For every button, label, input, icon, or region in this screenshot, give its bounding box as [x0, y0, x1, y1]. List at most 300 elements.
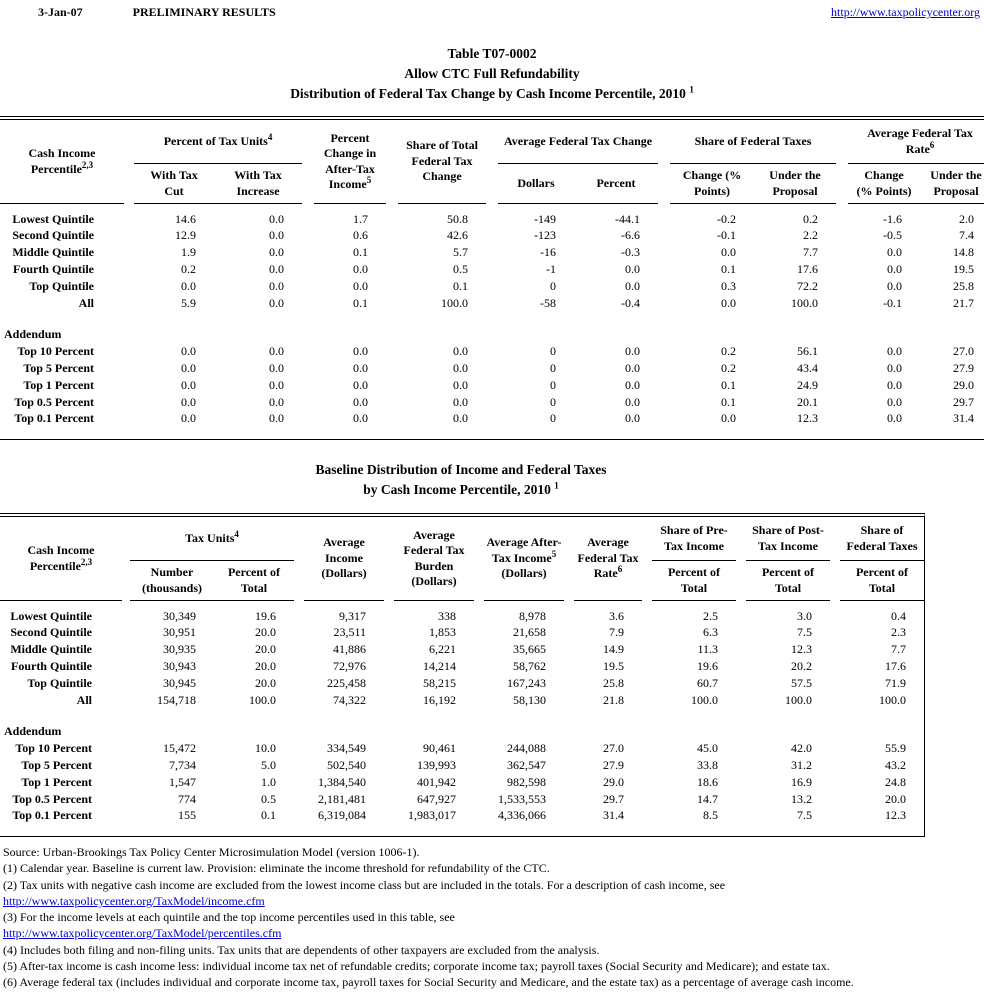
column-gap [642, 740, 652, 757]
percentiles-definition-link[interactable]: http://www.taxpolicycenter.org/TaxModel/percentiles.cfm [3, 926, 282, 941]
column-gap [386, 120, 398, 204]
column-gap [836, 343, 848, 360]
column-gap [486, 204, 498, 227]
col-header-average-federal-tax-change: Average Federal Tax Change [498, 120, 658, 164]
row-label: Fourth Quintile [12, 262, 94, 276]
column-gap [642, 658, 652, 675]
column-gap [642, 808, 652, 836]
cell-value: 58,762 [513, 659, 546, 673]
cell-value: 0.1 [453, 279, 469, 293]
page-top-bar [0, 0, 984, 20]
column-gap [564, 808, 574, 836]
cell-value: 2.5 [703, 609, 718, 623]
column-gap [736, 641, 746, 658]
cell-value: 56.1 [797, 344, 819, 358]
column-gap [736, 791, 746, 808]
spacer [0, 709, 924, 722]
cell-value: 20.0 [885, 792, 906, 806]
column-gap [836, 120, 848, 204]
tax-change-addendum-body [0, 343, 984, 439]
col-header-share-total-federal-tax-change: Share of Total Federal Tax Change [398, 120, 486, 204]
cell-value: 55.9 [885, 741, 906, 755]
cell-value: 0.1 [721, 378, 737, 392]
preliminary-results-label: PRELIMINARY RESULTS [132, 5, 276, 19]
column-gap [294, 740, 304, 757]
cell-value: 0.5 [261, 792, 276, 806]
column-gap [736, 757, 746, 774]
column-gap [564, 757, 574, 774]
column-gap [836, 377, 848, 394]
row-label: Top 1 Percent [23, 378, 94, 392]
column-gap [384, 624, 394, 641]
row-label: Top 0.5 Percent [12, 792, 92, 806]
column-gap [736, 808, 746, 836]
column-gap [124, 227, 134, 244]
column-gap [564, 675, 574, 692]
row-label: Top 1 Percent [21, 775, 92, 789]
col-header-average-federal-tax-rate: Average Federal Tax Rate$^6$ [574, 517, 642, 601]
cell-value: 0.0 [353, 279, 369, 293]
cell-value: 774 [178, 792, 196, 806]
col-header-number-thousands: Number (thousands) [130, 561, 214, 601]
column-gap [294, 757, 304, 774]
column-gap [836, 278, 848, 295]
column-gap [122, 808, 130, 836]
cell-value: 0.0 [353, 411, 369, 425]
cell-value: 0.0 [887, 344, 903, 358]
footnote-line [3, 893, 984, 909]
cell-value: 139,993 [417, 758, 456, 772]
table-row [0, 808, 924, 836]
column-gap [384, 757, 394, 774]
row-label: Middle Quintile [10, 642, 92, 656]
cell-value: 3.0 [797, 609, 812, 623]
column-gap [736, 675, 746, 692]
column-gap [294, 517, 304, 601]
cell-value: 0.0 [625, 344, 641, 358]
cell-value: 0.0 [887, 262, 903, 276]
addendum-divider [0, 312, 984, 343]
column-gap [486, 120, 498, 204]
cell-value: -0.1 [717, 228, 737, 242]
column-gap [384, 791, 394, 808]
cell-value: 0.0 [269, 279, 285, 293]
cell-value: 2.2 [803, 228, 819, 242]
baseline-table-header [0, 517, 924, 601]
cell-value: 0.0 [453, 361, 469, 375]
cell-value: 1.9 [181, 245, 196, 259]
tax-change-table-header [0, 120, 984, 204]
cell-value: 27.9 [953, 361, 975, 375]
cell-value: 647,927 [417, 792, 456, 806]
cell-value: -16 [540, 245, 557, 259]
column-gap [658, 360, 670, 377]
column-gap [384, 601, 394, 624]
cell-value: 5.9 [181, 296, 196, 310]
column-gap [658, 261, 670, 278]
cell-value: 0 [550, 378, 557, 392]
cell-value: 1,533,553 [498, 792, 546, 806]
cell-value: 41,886 [333, 642, 366, 656]
baseline-table-body [0, 601, 924, 709]
col-header-share-post-tax-income: Share of Post-Tax Income [746, 517, 830, 561]
cell-value: 31.4 [603, 808, 624, 822]
column-gap [302, 377, 314, 394]
header-group-row [0, 120, 984, 164]
column-gap [386, 227, 398, 244]
column-gap [564, 791, 574, 808]
column-gap [486, 261, 498, 278]
cell-value: 29.7 [953, 395, 975, 409]
cell-value: 401,942 [417, 775, 456, 789]
column-gap [486, 377, 498, 394]
cell-value: -149 [534, 212, 557, 226]
cell-value: 7.7 [891, 642, 906, 656]
column-gap [736, 658, 746, 675]
cell-value: 14.6 [175, 212, 196, 226]
cell-value: 0.0 [721, 411, 737, 425]
table-row [0, 740, 924, 757]
column-gap [486, 278, 498, 295]
column-gap [474, 740, 484, 757]
cell-value: 12.9 [175, 228, 196, 242]
column-gap [294, 624, 304, 641]
cell-value: 0.0 [887, 411, 903, 425]
cell-value: 0.1 [721, 395, 737, 409]
tax-change-table [0, 116, 984, 440]
cell-value: 25.8 [953, 279, 975, 293]
cell-value: 58,130 [513, 693, 546, 707]
cell-value: 0.0 [353, 262, 369, 276]
column-gap [658, 411, 670, 439]
cell-value: 57.5 [791, 676, 812, 690]
column-gap [386, 204, 398, 227]
footnote-ref-1: 1 [554, 480, 559, 491]
column-gap [474, 757, 484, 774]
column-gap [294, 658, 304, 675]
cell-value: 90,461 [423, 741, 456, 755]
cell-value: 0.0 [887, 245, 903, 259]
cell-value: 15,472 [163, 741, 196, 755]
column-gap [124, 377, 134, 394]
cell-value: 19.6 [255, 609, 276, 623]
col-header-average-federal-tax-rate: Average Federal Tax Rate$^6$ [848, 120, 984, 164]
col-header-cash-income-percentile: Cash Income Percentile$^{2,3}$ [0, 517, 122, 601]
cell-value: 18.6 [697, 775, 718, 789]
row-label: Second Quintile [10, 625, 92, 639]
cell-value: 24.9 [797, 378, 819, 392]
cell-value: 338 [438, 609, 456, 623]
table-row [0, 343, 984, 360]
cell-value: 0.0 [625, 395, 641, 409]
column-gap [564, 774, 574, 791]
column-gap [642, 601, 652, 624]
column-gap [384, 658, 394, 675]
addendum-label-row [0, 722, 924, 740]
column-gap [642, 791, 652, 808]
cell-value: 21,658 [513, 625, 546, 639]
col-header-percent-of-total: Percent of Total [840, 561, 924, 601]
cell-value: 0.1 [353, 296, 369, 310]
cell-value: 100.0 [691, 693, 718, 707]
column-gap [642, 774, 652, 791]
cell-value: 0.2 [721, 361, 737, 375]
cell-value: 5.0 [261, 758, 276, 772]
column-gap [384, 517, 394, 601]
cell-value: 31.4 [953, 411, 975, 425]
cell-value: 6,221 [429, 642, 456, 656]
row-label: Lowest Quintile [12, 212, 94, 226]
cell-value: 50.8 [447, 212, 469, 226]
cell-value: 0.0 [353, 395, 369, 409]
cell-value: 0.0 [353, 378, 369, 392]
cell-value: -0.1 [883, 296, 903, 310]
column-gap [122, 641, 130, 658]
cell-value: 0.0 [269, 212, 285, 226]
column-gap [474, 601, 484, 624]
header-group-row [0, 517, 924, 561]
column-gap [384, 740, 394, 757]
column-gap [302, 360, 314, 377]
cell-value: 43.4 [797, 361, 819, 375]
cell-value: 0 [550, 395, 557, 409]
column-gap [486, 411, 498, 439]
table-row [0, 411, 984, 439]
cell-value: 0.0 [721, 296, 737, 310]
baseline-section [0, 460, 922, 837]
column-gap [302, 278, 314, 295]
column-gap [384, 641, 394, 658]
column-gap [736, 624, 746, 641]
cell-value: 19.5 [953, 262, 975, 276]
cell-value: -0.5 [883, 228, 903, 242]
column-gap [474, 808, 484, 836]
column-gap [122, 740, 130, 757]
cell-value: 21.7 [953, 296, 975, 310]
col-header-average-after-tax-income: Average After-Tax Income$^5$ (Dollars) [484, 517, 564, 601]
column-gap [474, 517, 484, 601]
column-gap [384, 808, 394, 836]
column-gap [122, 658, 130, 675]
table-row [0, 261, 984, 278]
column-gap [658, 227, 670, 244]
spacer [0, 312, 984, 325]
source-line: Source: Urban-Brookings Tax Policy Center Microsimulation Model (version 1006-1). [3, 845, 420, 859]
cell-value: 27.0 [953, 344, 975, 358]
cell-value: 14.8 [953, 245, 975, 259]
table-row [0, 204, 984, 227]
column-gap [294, 791, 304, 808]
column-gap [122, 692, 130, 709]
income-definition-link[interactable]: http://www.taxpolicycenter.org/TaxModel/income.cfm [3, 893, 265, 908]
col-header-share-of-federal-taxes: Share of Federal Taxes [670, 120, 836, 164]
row-label: Middle Quintile [12, 245, 94, 259]
cell-value: 6,319,084 [318, 808, 366, 822]
cell-value: 31.2 [791, 758, 812, 772]
cell-value: 12.3 [797, 411, 819, 425]
column-gap [836, 227, 848, 244]
column-gap [122, 774, 130, 791]
table-subtitle: Distribution of Federal Tax Change by Cash Income Percentile, 2010 $^1$ [290, 84, 694, 101]
row-label: Top 10 Percent [15, 741, 92, 755]
tax-change-table-body [0, 204, 984, 312]
col-header-average-income: Average Income (Dollars) [304, 517, 384, 601]
cell-value: 20.2 [791, 659, 812, 673]
column-gap [830, 675, 840, 692]
cell-value: 0.0 [453, 395, 469, 409]
column-gap [830, 808, 840, 836]
row-label: All [76, 693, 92, 707]
table-title: Allow CTC Full Refundability [404, 66, 580, 81]
cell-value: 0.0 [625, 262, 641, 276]
column-gap [564, 601, 574, 624]
cell-value: 1,853 [429, 625, 456, 639]
table-row [0, 394, 984, 411]
column-gap [294, 774, 304, 791]
cell-value: 4,336,066 [498, 808, 546, 822]
cell-value: 1,384,540 [318, 775, 366, 789]
cell-value: 0.0 [887, 279, 903, 293]
cell-value: 0.0 [269, 245, 285, 259]
cell-value: 7.5 [797, 625, 812, 639]
column-gap [386, 343, 398, 360]
column-gap [564, 740, 574, 757]
col-header-dollars: Dollars [498, 164, 574, 204]
cell-value: 0.0 [453, 378, 469, 392]
cell-value: 0.4 [891, 609, 906, 623]
cell-value: 1,983,017 [408, 808, 456, 822]
col-header-percent-of-tax-units: Percent of Tax Units$^4$ [134, 120, 302, 164]
baseline-addendum-body [0, 740, 924, 836]
column-gap [736, 517, 746, 601]
cell-value: 42.0 [791, 741, 812, 755]
cell-value: 100.0 [249, 693, 276, 707]
cell-value: 0.0 [887, 395, 903, 409]
cell-value: 0.1 [261, 808, 276, 822]
cell-value: 0.0 [721, 245, 737, 259]
cell-value: 0.2 [803, 212, 819, 226]
footnotes [0, 844, 984, 991]
cell-value: 167,243 [507, 676, 546, 690]
cell-value: 0.2 [181, 262, 196, 276]
column-gap [386, 411, 398, 439]
column-gap [122, 624, 130, 641]
row-label: Top 5 Percent [21, 758, 92, 772]
column-gap [836, 360, 848, 377]
footnote-line: (5) After-tax income is cash income less: individual income tax net of refundable credits; corporate income tax; payroll taxes (Social Security and Medicare); and estate tax. [3, 959, 830, 974]
cell-value: 0.0 [181, 361, 196, 375]
cell-value: -1.6 [883, 212, 903, 226]
column-gap [564, 658, 574, 675]
cell-value: 0.1 [721, 262, 737, 276]
column-gap [836, 394, 848, 411]
column-gap [386, 394, 398, 411]
cell-value: 20.0 [255, 625, 276, 639]
cell-value: 0.0 [625, 378, 641, 392]
cell-value: 1.7 [353, 212, 369, 226]
cell-value: 0.0 [181, 411, 196, 425]
column-gap [830, 791, 840, 808]
cell-value: 12.3 [791, 642, 812, 656]
row-label: Lowest Quintile [10, 609, 92, 623]
column-gap [124, 261, 134, 278]
cell-value: 7,734 [169, 758, 196, 772]
cell-value: 0.0 [269, 228, 285, 242]
table2-title: Baseline Distribution of Income and Federal Taxes [315, 462, 607, 477]
column-gap [384, 692, 394, 709]
cell-value: 9,317 [339, 609, 366, 623]
row-label: Top Quintile [29, 279, 94, 293]
row-label: Top 0.5 Percent [14, 395, 94, 409]
column-gap [124, 360, 134, 377]
column-gap [830, 601, 840, 624]
report-date: 3-Jan-07 [38, 5, 83, 19]
spacer-row [0, 312, 984, 325]
cell-value: 14.7 [697, 792, 718, 806]
cell-value: 43.2 [885, 758, 906, 772]
column-gap [830, 517, 840, 601]
table-row [0, 641, 924, 658]
column-gap [658, 343, 670, 360]
cell-value: 502,540 [327, 758, 366, 772]
column-gap [836, 411, 848, 439]
cell-value: 100.0 [441, 296, 469, 310]
column-gap [642, 692, 652, 709]
cell-value: 6.3 [703, 625, 718, 639]
cell-value: 30,945 [163, 676, 196, 690]
cell-value: -58 [540, 296, 557, 310]
column-gap [486, 394, 498, 411]
col-header-percent-of-total: Percent of Total [746, 561, 830, 601]
cell-value: 20.0 [255, 676, 276, 690]
cell-value: -0.2 [717, 212, 737, 226]
column-gap [486, 343, 498, 360]
cell-value: 0.0 [887, 361, 903, 375]
cell-value: 8,978 [519, 609, 546, 623]
column-gap [384, 774, 394, 791]
column-gap [302, 295, 314, 312]
cell-value: 19.6 [697, 659, 718, 673]
column-gap [302, 227, 314, 244]
column-gap [658, 278, 670, 295]
column-gap [642, 757, 652, 774]
column-gap [564, 624, 574, 641]
cell-value: 7.5 [797, 808, 812, 822]
column-gap [830, 641, 840, 658]
column-gap [474, 624, 484, 641]
cell-value: 24.8 [885, 775, 906, 789]
cell-value: 225,458 [327, 676, 366, 690]
col-header-change-points: Change (% Points) [848, 164, 920, 204]
column-gap [486, 244, 498, 261]
column-gap [302, 394, 314, 411]
column-gap [302, 411, 314, 439]
cell-value: 16.9 [791, 775, 812, 789]
column-gap [474, 791, 484, 808]
column-gap [122, 757, 130, 774]
column-gap [294, 692, 304, 709]
column-gap [658, 377, 670, 394]
column-gap [294, 675, 304, 692]
cell-value: 334,549 [327, 741, 366, 755]
column-gap [302, 261, 314, 278]
tpc-website-link[interactable]: http://www.taxpolicycenter.org [831, 5, 980, 19]
column-gap [302, 343, 314, 360]
column-gap [830, 624, 840, 641]
column-gap [836, 295, 848, 312]
cell-value: 72.2 [797, 279, 819, 293]
column-gap [294, 808, 304, 836]
